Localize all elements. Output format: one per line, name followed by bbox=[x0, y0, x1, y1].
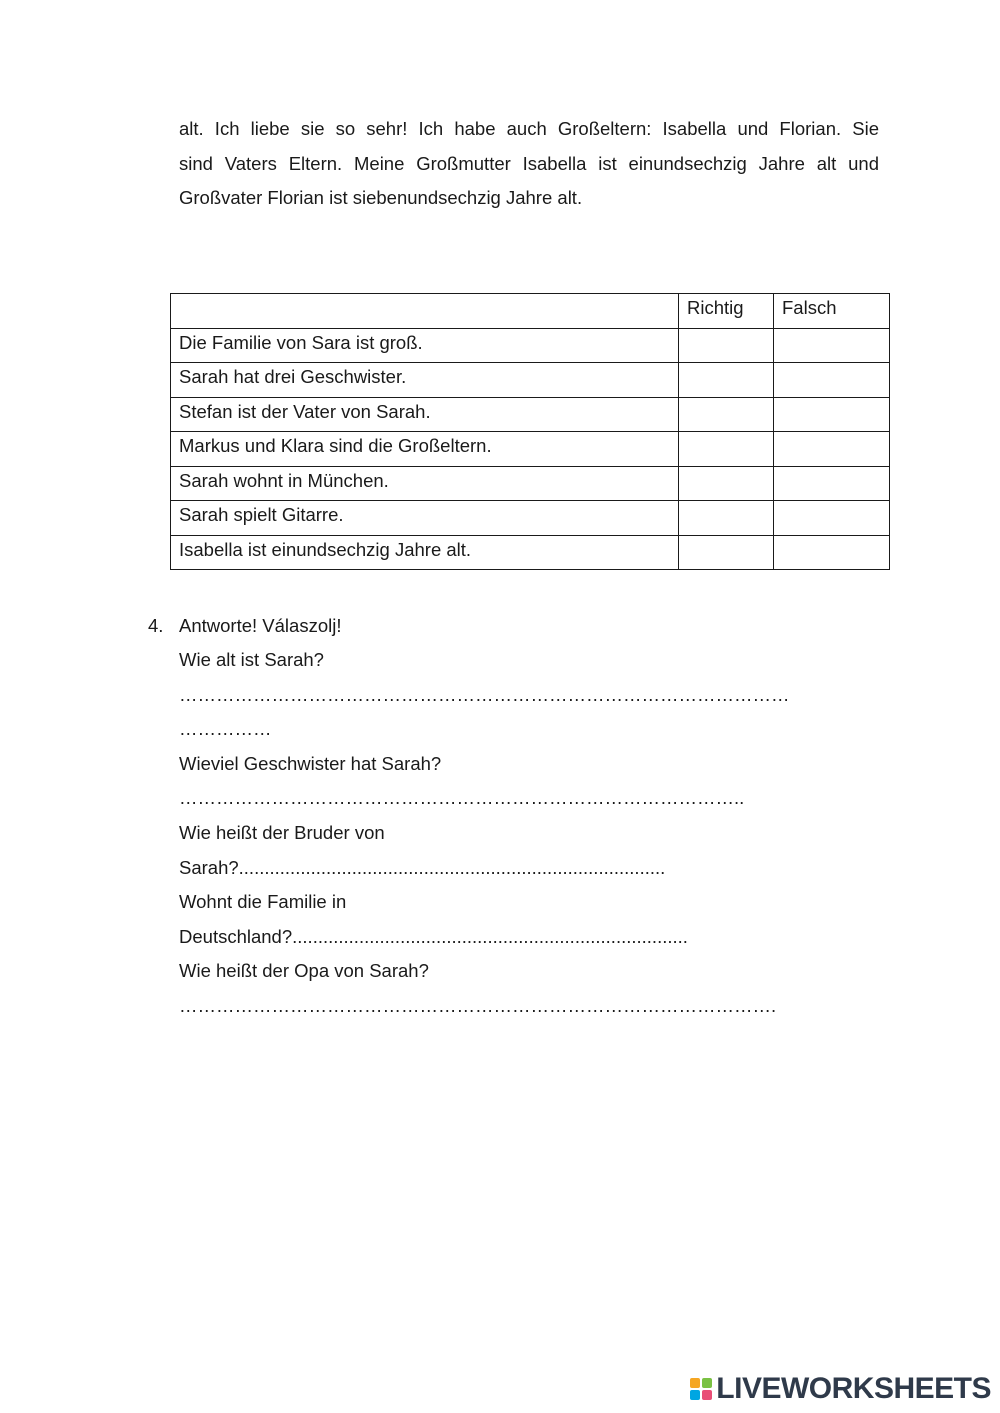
statement-cell: Isabella ist einundsechzig Jahre alt. bbox=[171, 535, 679, 570]
table-row bbox=[171, 363, 890, 398]
reading-line-1: alt. Ich liebe sie so sehr! Ich habe auch Großeltern: Isabella und Florian. Sie bbox=[179, 118, 879, 139]
reading-text bbox=[179, 112, 879, 216]
falsch-checkbox-cell[interactable] bbox=[774, 466, 890, 501]
question-4: Wohnt die Familie in bbox=[179, 891, 347, 913]
statement-cell: Sarah hat drei Geschwister. bbox=[171, 363, 679, 398]
answer-line-4[interactable]: Deutschland?............................................................................. bbox=[179, 925, 688, 947]
table-header-row bbox=[171, 294, 890, 329]
table-row bbox=[171, 501, 890, 536]
statement-cell: Stefan ist der Vater von Sarah. bbox=[171, 397, 679, 432]
logo-square-1 bbox=[690, 1378, 700, 1388]
answer-line-2[interactable]: ……………………………………………………………………………….. bbox=[179, 787, 745, 809]
richtig-header: Richtig bbox=[679, 294, 774, 329]
answer-line-3[interactable]: Sarah?................................................................................... bbox=[179, 856, 666, 878]
statement-cell: Sarah wohnt in München. bbox=[171, 466, 679, 501]
richtig-checkbox-cell[interactable] bbox=[679, 535, 774, 570]
liveworksheets-logo bbox=[690, 1373, 991, 1405]
question-list bbox=[179, 643, 908, 1024]
task-4 bbox=[148, 608, 908, 1024]
logo-text: LIVEWORKSHEETS bbox=[716, 1372, 991, 1405]
logo-square-3 bbox=[690, 1390, 700, 1400]
table-row bbox=[171, 466, 890, 501]
table-row bbox=[171, 397, 890, 432]
richtig-checkbox-cell[interactable] bbox=[679, 466, 774, 501]
richtig-checkbox-cell[interactable] bbox=[679, 363, 774, 398]
richtig-checkbox-cell[interactable] bbox=[679, 328, 774, 363]
question-5: Wie heißt der Opa von Sarah? bbox=[179, 960, 429, 982]
answer-line-1[interactable]: ……………………………………………………………………………………… bbox=[179, 683, 790, 705]
task-4-heading bbox=[148, 608, 908, 643]
falsch-checkbox-cell[interactable] bbox=[774, 397, 890, 432]
task-title: Antworte! Válaszolj! bbox=[179, 615, 342, 636]
table-row bbox=[171, 535, 890, 570]
falsch-checkbox-cell[interactable] bbox=[774, 535, 890, 570]
falsch-checkbox-cell[interactable] bbox=[774, 363, 890, 398]
richtig-checkbox-cell[interactable] bbox=[679, 397, 774, 432]
answer-line-5[interactable]: ……………………………………………………………………………………. bbox=[179, 994, 777, 1016]
question-2: Wieviel Geschwister hat Sarah? bbox=[179, 752, 442, 774]
statement-cell: Markus und Klara sind die Großeltern. bbox=[171, 432, 679, 467]
logo-icon bbox=[690, 1378, 712, 1400]
question-1: Wie alt ist Sarah? bbox=[179, 649, 324, 670]
falsch-checkbox-cell[interactable] bbox=[774, 501, 890, 536]
table-row bbox=[171, 328, 890, 363]
falsch-checkbox-cell[interactable] bbox=[774, 328, 890, 363]
answer-line-1-cont[interactable]: …………… bbox=[179, 718, 272, 740]
falsch-checkbox-cell[interactable] bbox=[774, 432, 890, 467]
reading-line-3: Großvater Florian ist siebenundsechzig Jahre alt. bbox=[179, 187, 583, 208]
true-false-table bbox=[170, 293, 890, 570]
question-3: Wie heißt der Bruder von bbox=[179, 821, 385, 843]
richtig-checkbox-cell[interactable] bbox=[679, 501, 774, 536]
statement-cell: Sarah spielt Gitarre. bbox=[171, 501, 679, 536]
logo-square-4 bbox=[702, 1390, 712, 1400]
statement-header bbox=[171, 294, 679, 329]
table-row bbox=[171, 432, 890, 467]
logo-square-2 bbox=[702, 1378, 712, 1388]
statement-cell: Die Familie von Sara ist groß. bbox=[171, 328, 679, 363]
richtig-checkbox-cell[interactable] bbox=[679, 432, 774, 467]
falsch-header: Falsch bbox=[774, 294, 890, 329]
task-number: 4. bbox=[148, 615, 164, 636]
reading-line-2: sind Vaters Eltern. Meine Großmutter Isabella ist einundsechzig Jahre alt und bbox=[179, 152, 879, 174]
